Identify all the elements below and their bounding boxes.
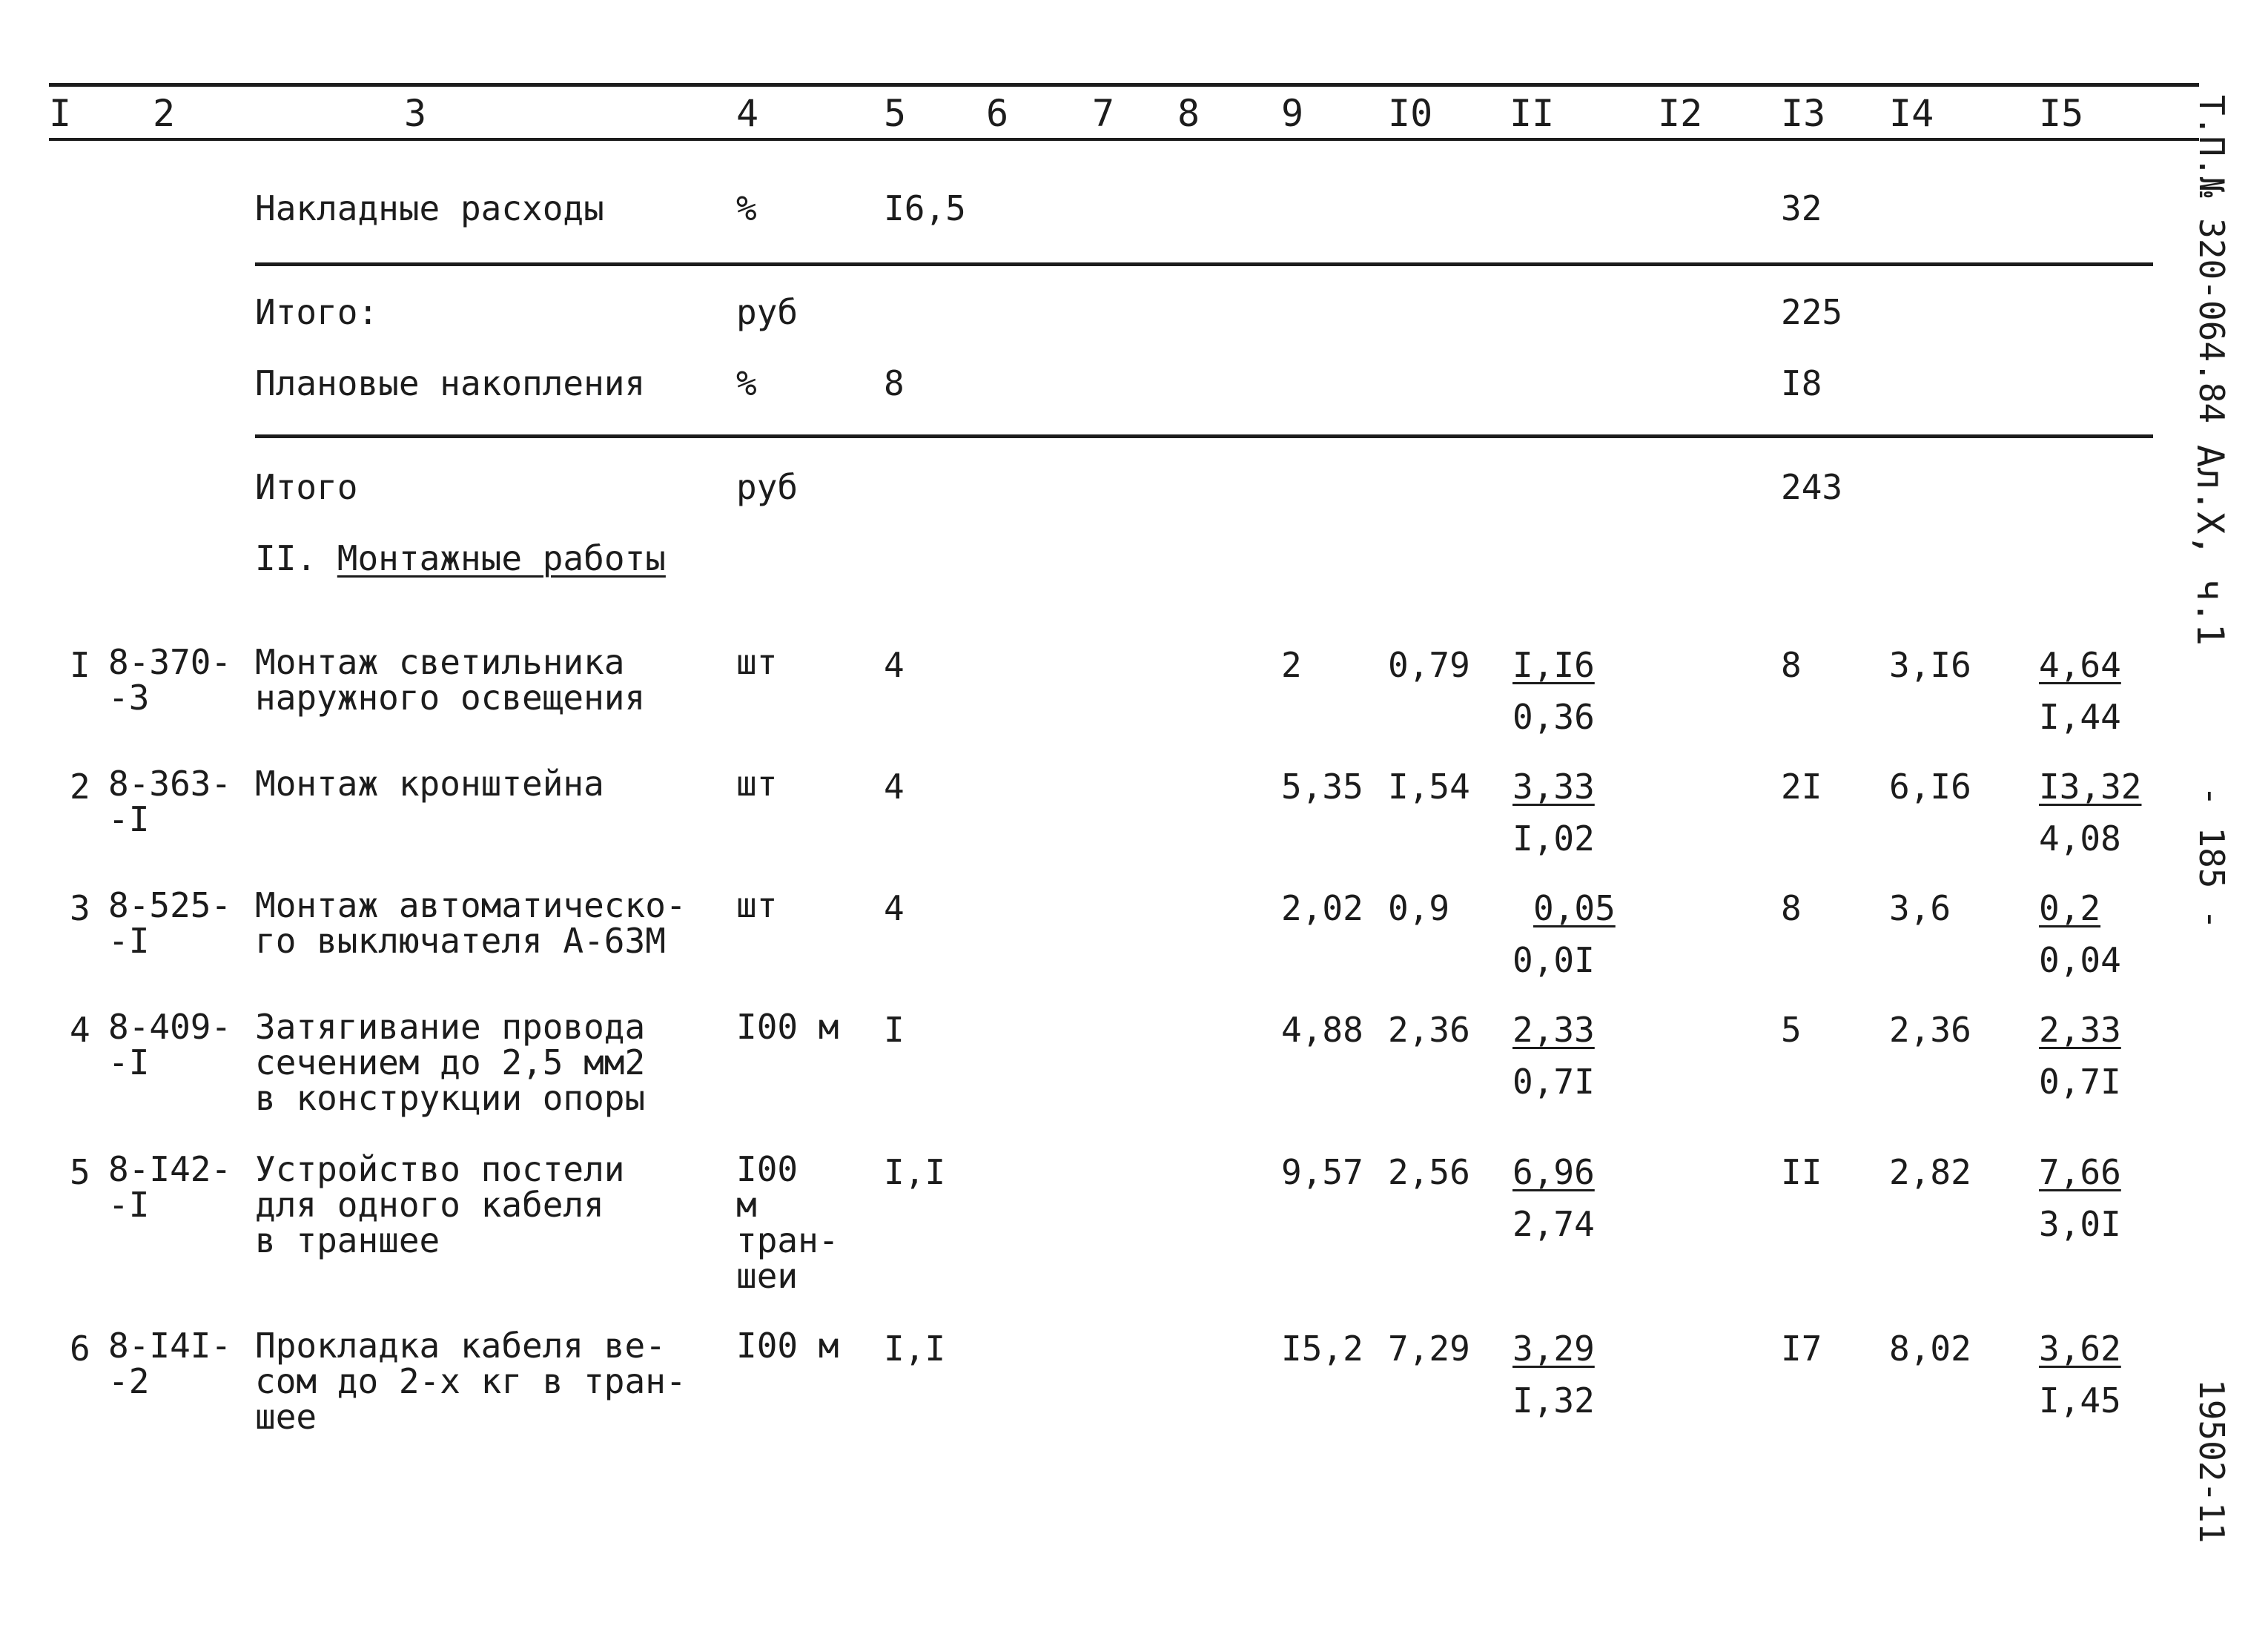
row-unit: шт [736,642,778,682]
row-col11-top: I,I6 [1512,645,1595,685]
summary-col13: 32 [1781,188,1822,228]
row-col13: 2I [1781,767,1822,807]
header-top-rule [49,83,2199,87]
row-unit: I00 м [736,1007,839,1047]
row-col10: 2,56 [1388,1152,1470,1192]
section-heading [255,538,666,578]
row-unit: шт [736,764,778,804]
row-col11-top: 0,05 [1533,888,1616,928]
margin-album-reference: Ал.Х, ч.1 [2189,445,2232,646]
row-number: 5 [70,1152,90,1192]
row-col10: I,54 [1388,767,1470,807]
row-col10: 0,9 [1388,888,1450,928]
summary-unit: % [736,363,757,403]
row-col11-bottom: 0,36 [1512,697,1595,737]
row-col14: 3,I6 [1889,645,1971,685]
row-col15-top: 2,33 [2039,1010,2121,1050]
row-col11-bottom: I,32 [1512,1380,1595,1421]
col-header-6: 6 [986,92,1009,135]
col-header-9: 9 [1281,92,1304,135]
row-col11-top: 6,96 [1512,1152,1595,1192]
header-bottom-rule [49,138,2199,141]
col-header-14: I4 [1889,92,1934,135]
section-title: Монтажные работы [337,538,666,578]
row-col15-bottom: 0,04 [2039,940,2121,980]
col-header-11: II [1510,92,1555,135]
row-col15-bottom: 0,7I [2039,1062,2121,1102]
row-name: Монтаж светильника наружного освещения [255,642,646,718]
row-unit: шт [736,885,778,925]
col-header-1: I [49,92,72,135]
row-col11-bottom: 0,0I [1512,940,1595,980]
col-header-15: I5 [2039,92,2084,135]
summary-unit: руб [736,467,799,507]
summary-name: Итого: [255,292,379,332]
summary-rule [255,434,2153,438]
row-code: 8-370- -3 [108,642,232,718]
row-col15-top: I3,32 [2039,767,2142,807]
row-col15-bottom: 4,08 [2039,818,2121,859]
row-qty: I,I [884,1152,946,1192]
row-col13: I7 [1781,1329,1822,1369]
row-name: Устройство постели для одного кабеля в траншее [255,1149,625,1260]
row-code: 8-I4I- -2 [108,1326,232,1401]
summary-col5: I6,5 [884,188,966,228]
row-qty: 4 [884,645,905,685]
row-col9: 5,35 [1281,767,1363,807]
summary-name: Итого [255,467,358,507]
margin-page-number: - 185 - [2192,786,2232,930]
row-name: Монтаж кронштейна [255,764,604,804]
row-number: 2 [70,767,90,807]
summary-col13: 225 [1781,292,1843,332]
row-qty: I,I [884,1329,946,1369]
summary-col5: 8 [884,363,905,403]
row-col11-top: 3,29 [1512,1329,1595,1369]
col-header-8: 8 [1177,92,1200,135]
col-header-13: I3 [1781,92,1826,135]
row-col11-top: 3,33 [1512,767,1595,807]
row-col11-bottom: 2,74 [1512,1204,1595,1244]
row-code: 8-I42- -I [108,1149,232,1225]
row-number: I [70,645,90,685]
col-header-2: 2 [153,92,176,135]
row-code: 8-409- -I [108,1007,232,1082]
row-number: 3 [70,888,90,928]
row-col11-bottom: 0,7I [1512,1062,1595,1102]
summary-name: Накладные расходы [255,188,604,228]
row-col15-top: 4,64 [2039,645,2121,685]
summary-rule [255,262,2153,266]
row-number: 6 [70,1329,90,1369]
col-header-12: I2 [1658,92,1703,135]
row-col14: 3,6 [1889,888,1951,928]
row-col15-top: 3,62 [2039,1329,2121,1369]
row-col10: 0,79 [1388,645,1470,685]
row-code: 8-363- -I [108,764,232,839]
row-col9: 2 [1281,645,1302,685]
row-col15-bottom: I,45 [2039,1380,2121,1421]
summary-col13: I8 [1781,363,1822,403]
row-qty: 4 [884,888,905,928]
summary-unit: руб [736,292,799,332]
col-header-7: 7 [1092,92,1115,135]
row-unit: I00 м [736,1326,839,1366]
row-col10: 2,36 [1388,1010,1470,1050]
margin-sheet-number: 19502-11 [2192,1379,2232,1544]
col-header-3: 3 [404,92,427,135]
row-col13: 8 [1781,645,1802,685]
row-col9: 4,88 [1281,1010,1363,1050]
col-header-4: 4 [736,92,759,135]
row-col11-bottom: I,02 [1512,818,1595,859]
summary-col13: 243 [1781,467,1843,507]
row-number: 4 [70,1010,90,1050]
row-col9: 2,02 [1281,888,1363,928]
row-col9: 9,57 [1281,1152,1363,1192]
row-col15-bottom: 3,0I [2039,1204,2121,1244]
summary-name: Плановые накопления [255,363,646,403]
row-qty: 4 [884,767,905,807]
row-col13: II [1781,1152,1822,1192]
col-header-5: 5 [884,92,907,135]
row-col13: 5 [1781,1010,1802,1050]
row-col15-top: 7,66 [2039,1152,2121,1192]
margin-doc-reference: Т.П.№ 320-064.84 [2192,95,2232,424]
row-col14: 2,36 [1889,1010,1971,1050]
row-col14: 2,82 [1889,1152,1971,1192]
row-col14: 6,I6 [1889,767,1971,807]
row-col9: I5,2 [1281,1329,1363,1369]
section-prefix: II. [255,538,317,578]
row-col11-top: 2,33 [1512,1010,1595,1050]
row-unit: I00 м тран- шеи [736,1149,839,1296]
summary-unit: % [736,188,757,228]
row-qty: I [884,1010,905,1050]
row-name: Монтаж автоматическо- го выключателя А-63М [255,885,687,961]
col-header-10: I0 [1388,92,1433,135]
row-col15-bottom: I,44 [2039,697,2121,737]
row-col15-top: 0,2 [2039,888,2101,928]
row-code: 8-525- -I [108,885,232,961]
row-name: Затягивание провода сечением до 2,5 мм2 в конструкции опоры [255,1007,646,1118]
row-col14: 8,02 [1889,1329,1971,1369]
row-col10: 7,29 [1388,1329,1470,1369]
row-col13: 8 [1781,888,1802,928]
row-name: Прокладка кабеля ве- сом до 2-х кг в тран- шее [255,1326,687,1437]
